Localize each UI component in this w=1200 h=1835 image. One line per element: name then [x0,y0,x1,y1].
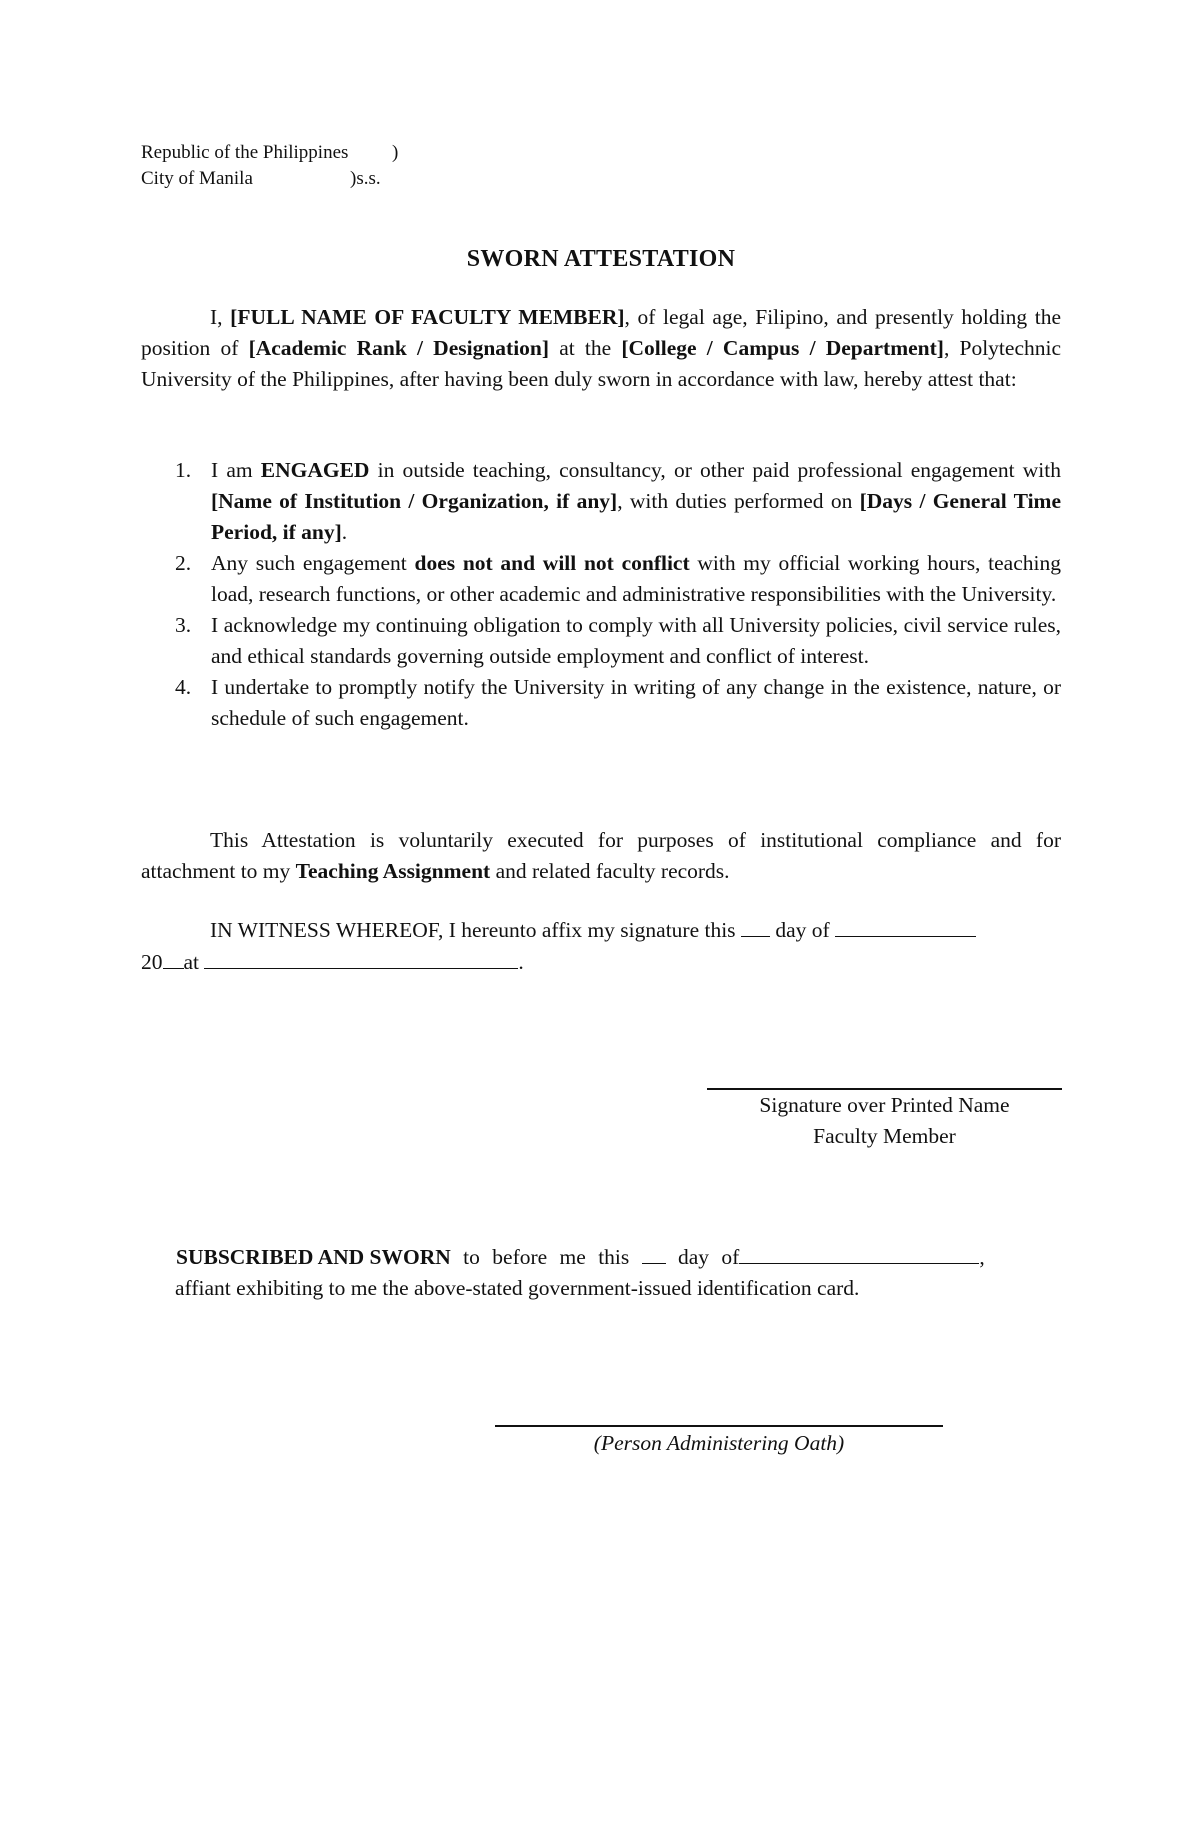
signature-block [707,1090,1062,1152]
intro-text-3: at the [549,336,622,360]
item1-engaged: ENGAGED [260,458,370,482]
list-item [141,548,1061,610]
list-item [141,672,1061,734]
jurat-day-blank[interactable] [642,1241,666,1264]
item1-text-a: I am [211,458,261,482]
signature-label: Signature over Printed Name [759,1093,1010,1117]
month-blank[interactable] [835,914,976,937]
rank-placeholder: [Academic Rank / Designation] [248,336,550,360]
jurat-text-b: to before me this [450,1245,642,1269]
oath-administrator-label: (Person Administering Oath) [593,1431,845,1455]
day-blank[interactable] [741,914,770,937]
item2-no-conflict: does not and will not conflict [414,551,690,575]
time-period-placeholder: [Days / General Time Period, if any] [211,489,1061,544]
intro-text-1: I, [210,305,231,329]
venue-country: Republic of the Philippines [141,142,349,163]
witness-line-1 [141,914,1061,946]
para2-text-c: and related faculty records. [490,859,730,883]
witness-line-2 [141,946,1061,978]
item4-text: I undertake to promptly notify the University in writing of any change in the existence, nature, or schedule of such engagement. [211,675,1061,730]
jurat-paragraph [176,1241,1061,1304]
venue-paren-2: )s.s. [350,168,381,189]
witness-text-a: IN WITNESS WHEREOF, I hereunto affix my signature this [210,918,741,942]
attestation-list [141,455,1061,734]
intro-paragraph [141,302,1061,395]
venue-line-1 [141,140,399,166]
jurat-line-1 [176,1241,1061,1273]
witness-paragraph [141,914,1061,978]
jurat-text-c: day of [665,1245,740,1269]
witness-text-e: . [518,950,524,974]
faculty-member-label: Faculty Member [813,1124,956,1148]
intro-text-2: , of legal age, Filipino, and presently holding the position of [141,305,1061,360]
subscribed-and-sworn: SUBSCRIBED AND SWORN [176,1245,451,1269]
intro-text-4: , Polytechnic University of the Philippines, after having been duly sworn in accordance with law, hereby attest that: [141,336,1061,391]
witness-text-b: day of [769,918,836,942]
venue-paren-1: ) [392,142,399,163]
item1-text-g: . [341,520,348,544]
witness-text-c: 20 [141,950,163,974]
item2-text-c: with my official working hours, teaching load, research functions, or other academic and administrative responsibilities with the University. [211,551,1061,606]
faculty-name-placeholder: [FULL NAME OF FACULTY MEMBER] [230,305,625,329]
jurat-text-d: , [979,1245,985,1269]
place-blank[interactable] [204,946,518,969]
college-placeholder: [College / Campus / Department] [621,336,944,360]
teaching-assignment: Teaching Assignment [295,859,491,883]
oath-signature-line[interactable] [495,1425,943,1427]
list-item-number: 2. [175,551,192,575]
list-item-number: 3. [175,613,192,637]
year-blank[interactable] [163,946,184,969]
witness-text-d: at [183,950,205,974]
jurat-line-2: affiant exhibiting to me the above-stated government-issued identification card. [175,1276,860,1300]
jurat-month-blank[interactable] [739,1241,979,1264]
document-title: SWORN ATTESTATION [466,246,736,272]
item1-text-c: in outside teaching, consultancy, or other paid professional engagement with [369,458,1061,482]
venue-city: City of Manila [141,168,253,189]
institution-placeholder: [Name of Institution / Organization, if any] [211,489,618,513]
para2-text-a: This Attestation is voluntarily executed for purposes of institutional compliance and for attachment to my [141,828,1061,883]
item3-text: I acknowledge my continuing obligation to comply with all University policies, civil service rules, and ethical standards governing outside employment and conflict of interest. [211,613,1061,668]
list-item-number: 1. [175,458,192,482]
list-item-number: 4. [175,675,192,699]
venue-block [141,140,399,192]
item1-text-e: , with duties performed on [617,489,860,513]
venue-line-2 [141,166,381,192]
list-item [141,455,1061,548]
compliance-paragraph [141,825,1061,887]
item2-text-a: Any such engagement [211,551,415,575]
list-item [141,610,1061,672]
